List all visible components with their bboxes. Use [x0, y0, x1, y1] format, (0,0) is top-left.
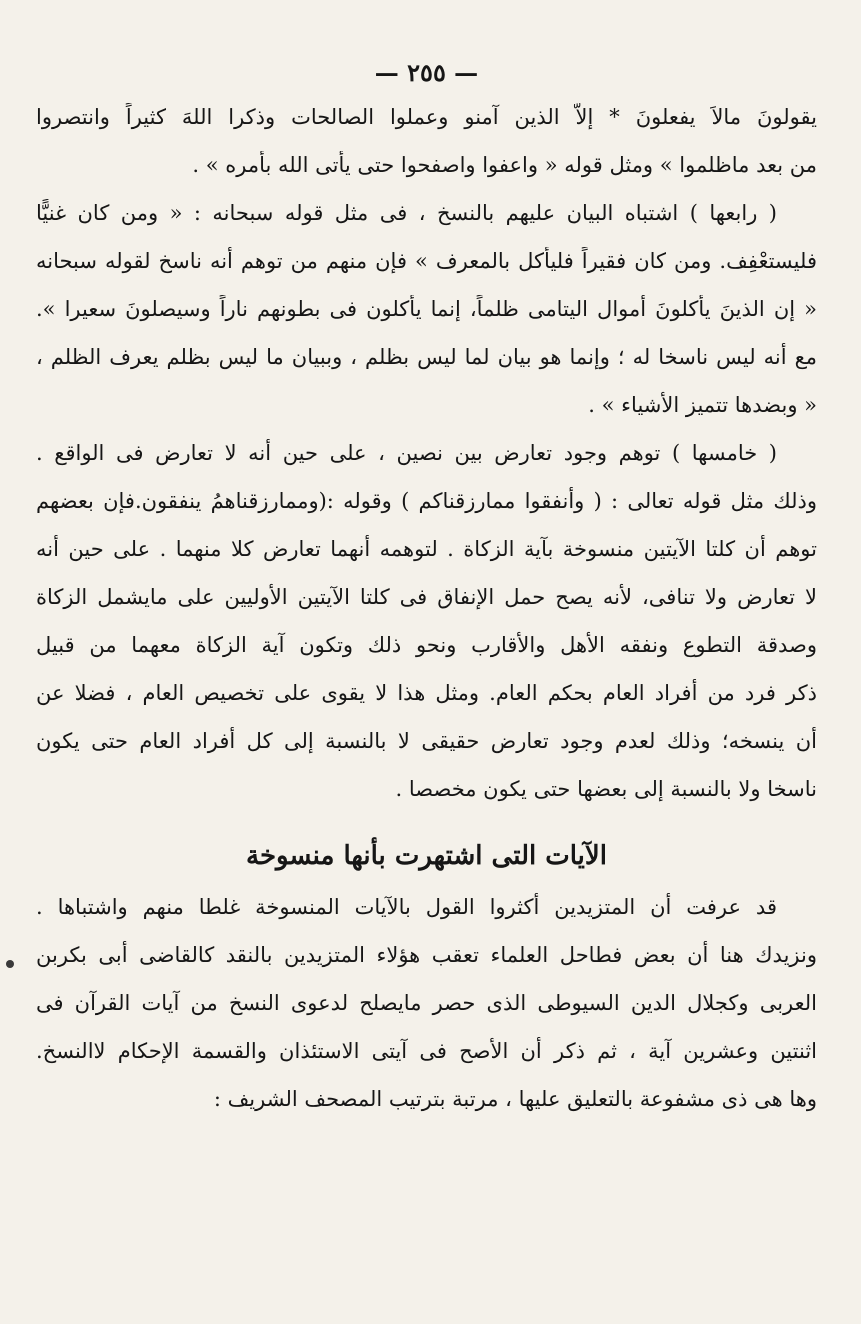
text-line: ونزيدك هنا أن بعض فطاحل العلماء تعقب هؤلاء المتزيدين بالنقد كالقاضى أبى بكربن [36, 943, 817, 967]
text-line: وها هى ذى مشفوعة بالتعليق عليها ، مرتبة بترتيب المصحف الشريف : [213, 1087, 817, 1111]
text-line: لا تعارض ولا تنافى، لأنه يصح حمل الإنفاق فى كلتا الآيتين الأوليين على مايشمل الزكاة [36, 585, 817, 609]
paragraph-1 [36, 103, 817, 199]
text-line: اثنتين وعشرين آية ، ثم ذكر أن الأصح فى آيتى الاستئذان والقسمة الإحكام لاالنسخ. [36, 1039, 817, 1063]
text-line: « وبضدها تتميز الأشياء » . [588, 393, 817, 417]
text-line: وصدقة التطوع ونفقه الأهل والأقارب ونحو ذلك وتكون آية الزكاة معهما من قبيل [36, 633, 817, 657]
text-line: ذكر فرد من أفراد العام بحكم العام. ومثل هذا لا يقوى على تخصيص العام ، فضلا عن [36, 681, 817, 705]
text-line: مع أنه ليس ناسخا له ؛ وإنما هو بيان لما ليس بظلم ، وببيان ما ليس بظلم يعرف الظلم ، [36, 345, 817, 369]
text-line: قد عرفت أن المتزيدين أكثروا القول بالآيات المنسوخة غلطا منهم واشتباها . [36, 895, 777, 919]
text-line: يقولونَ مالاَ يفعلونَ * إلاّ الذين آمنو وعملوا الصالحات وذكرا اللهَ كثيراً وانتصروا [36, 105, 817, 129]
text-line: ( خامسها ) توهم وجود تعارض بين نصين ، على حين أنه لا تعارض فى الواقع . [36, 441, 777, 465]
text-line: ( رابعها ) اشتباه البيان عليهم بالنسخ ، فى مثل قوله سبحانه : « ومن كان غنيًّا [36, 201, 777, 225]
text-line: توهم أن كلتا الآيتين منسوخة بآية الزكاة . لتوهمه أنهما تعارض كلا منهما . على حين أنه [36, 537, 817, 561]
scan-speck [6, 960, 14, 968]
text-line: ناسخا ولا بالنسبة إلى بعضها حتى يكون مخصصا . [395, 777, 817, 801]
text-line: « إن الذينَ يأكلونَ أموال اليتامى ظلماً، إنما يأكلون فى بطونهم ناراً وسيصلونَ سعيرا ». [36, 297, 817, 321]
text-line: من بعد ماظلموا » ومثل قوله « واعفوا واصفحوا حتى يأتى الله بأمره » . [192, 153, 817, 177]
section-heading: الآيات التى اشتهرت بأنها منسوخة [246, 841, 607, 871]
paragraph-2 [36, 199, 817, 439]
text-line: العربى وكجلال الدين السيوطى الذى حصر مايصلح لدعوى النسخ من آيات القرآن فى [36, 991, 817, 1015]
page-number: — ٢٥٥ — [374, 58, 479, 87]
text-line: فليستعْفِف. ومن كان فقيراً فليأكل بالمعرف » فإن منهم من توهم أنه ناسخ لقوله سبحانه [36, 249, 817, 273]
text-line: وذلك مثل قوله تعالى : ( وأنفقوا ممارزقناكم ) وقوله :(وممارزقناهمُ ينفقون.فإن بعضهم [36, 489, 817, 513]
paragraph-3 [36, 439, 817, 823]
text-line: أن ينسخه؛ وذلك لعدم وجود تعارض حقيقى لا بالنسبة إلى كل أفراد العام حتى يكون [36, 729, 817, 753]
paragraph-4 [36, 893, 817, 1133]
